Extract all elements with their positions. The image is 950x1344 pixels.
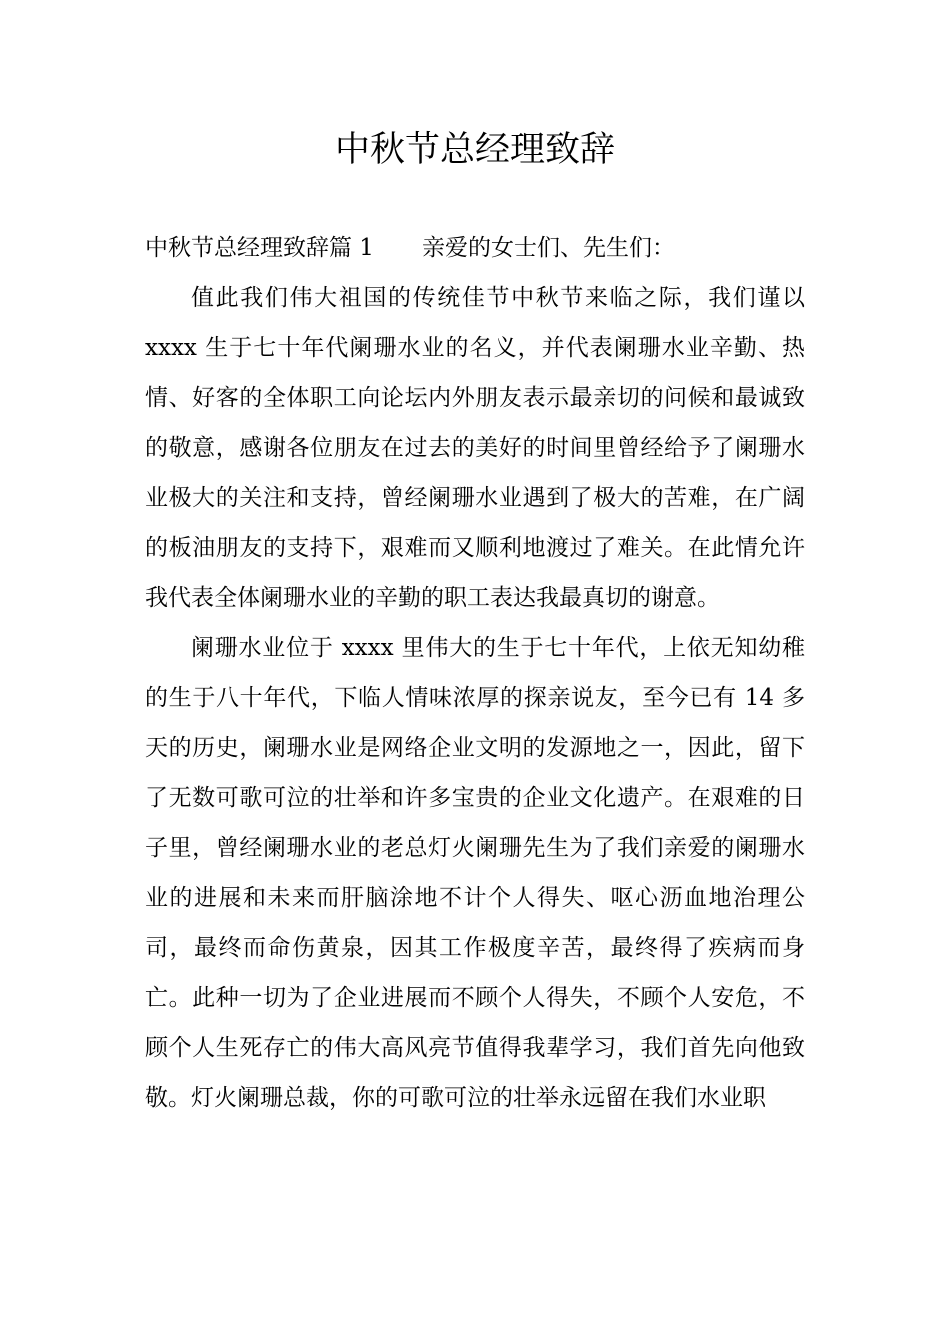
document-body xyxy=(145,223,805,1123)
document-title: 中秋节总经理致辞 xyxy=(334,130,615,170)
paragraph-1: 值此我们伟大祖国的传统佳节中秋节来临之际，我们谨以 xxxx 生于七十年代阑珊水业的名义，并代表阑珊水业辛勤、热情、好客的全体职工向论坛内外朋友表示最亲切的问候和最诚致的敬意，感谢各位朋友在过去的美好的时间里曾经给予了阑珊水业极大的关注和支持，曾经阑珊水业遇到了极大的苦难，在广阔的板油朋友的支持下，艰难而又顺利地渡过了难关。在此情允许我代表全体阑珊水业的辛勤的职工表达我最真切的谢意。 xyxy=(145,285,805,611)
paragraph-2: 阑珊水业位于 xxxx 里伟大的生于七十年代，上依无知幼稚的生于八十年代，下临人情味浓厚的探亲说友，至今已有 14 多天的历史，阑珊水业是网络企业文明的发源地之一，因此，留下了无数可歌可泣的壮举和许多宝贵的企业文化遗产。在艰难的日子里，曾经阑珊水业的老总灯火阑珊先生为了我们亲爱的阑珊水业的进展和未来而肝脑涂地不计个人得失、呕心沥血地治理公司，最终而命伤黄泉，因其工作极度辛苦，最终得了疾病而身亡。此种一切为了企业进展而不顾个人得失，不顾个人安危，不顾个人生死存亡的伟大高风亮节值得我辈学习，我们首先向他致敬。灯火阑珊总裁，你的可歌可泣的壮举永远留在我们水业职 xyxy=(145,635,805,1111)
opening-line xyxy=(145,223,805,273)
salutation: 亲爱的女士们、先生们： xyxy=(421,235,675,261)
section-heading: 中秋节总经理致辞篇 1 xyxy=(145,235,374,261)
